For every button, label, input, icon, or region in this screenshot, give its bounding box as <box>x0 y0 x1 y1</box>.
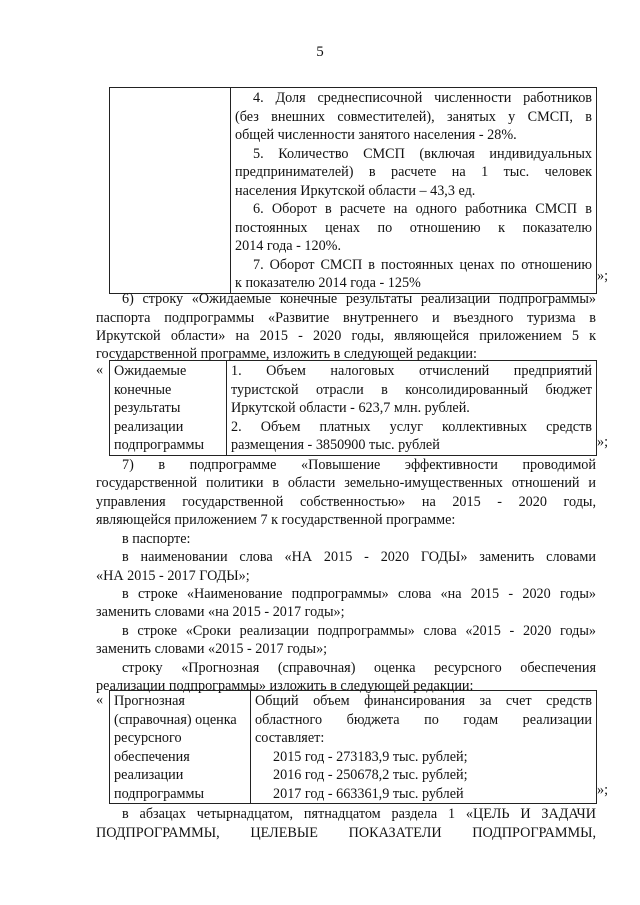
text-line: строку «Прогнозная (справочная) оценка ресурсного обеспечения <box>122 660 596 676</box>
text-line: паспорта подпрограммы «Развитие внутреннего и въездного туризма в <box>96 310 596 326</box>
text-line: в наименовании слова «НА 2015 - 2020 ГОДЫ» заменить словами <box>122 549 596 565</box>
resource-estimate-label-cell <box>110 691 251 804</box>
label-line: подпрограммы <box>114 437 204 453</box>
closing-quote: »; <box>597 782 609 798</box>
label-line: ресурсного <box>114 730 182 746</box>
text-line: заменить словами «2015 - 2017 годы»; <box>96 641 328 657</box>
text-line: ПОДПРОГРАММЫ, ЦЕЛЕВЫЕ ПОКАЗАТЕЛИ ПОДПРОГРАММЫ, <box>96 825 596 841</box>
page-number: 5 <box>316 44 324 60</box>
text-line: 2. Объем платных услуг коллективных средств <box>231 418 592 435</box>
text-line: 2015 год - 273183,9 тыс. рублей; <box>273 748 468 765</box>
text-line: размещения - 3850900 тыс. рублей <box>231 437 440 453</box>
text-line: к показателю 2014 года - 125% <box>235 275 421 291</box>
text-line: государственной программе, изложить в следующей редакции: <box>96 346 477 362</box>
resource-estimate-value-cell <box>251 691 597 804</box>
indicators-table <box>109 87 597 294</box>
text-line: 7. Оборот СМСП в постоянных ценах по отношению <box>253 256 592 273</box>
text-line: заменить словами «на 2015 - 2017 годы»; <box>96 604 345 620</box>
text-line: (без внешних совместителей), занятых у СМСП, в <box>235 108 592 125</box>
text-line: областного бюджета по годам реализации <box>255 711 592 728</box>
label-line: реализации <box>114 767 184 783</box>
text-line: предпринимателей) в расчете на 1 тыс. человек <box>235 164 592 180</box>
text-line: в паспорте: <box>122 531 191 547</box>
resource-estimate-table <box>109 690 597 804</box>
label-line: обеспечения <box>114 748 190 765</box>
opening-quote: « <box>96 692 104 708</box>
text-line: 5. Количество СМСП (включая индивидуальных <box>253 145 592 162</box>
text-line: в строке «Наименование подпрограммы» слова «на 2015 - 2020 годы» <box>122 586 596 602</box>
text-line: постоянных ценах по отношению к показателю <box>235 219 592 236</box>
label-line: результаты <box>114 400 181 416</box>
label-line: реализации <box>114 418 184 435</box>
closing-quote: »; <box>597 434 609 450</box>
label-line: (справочная) оценка <box>114 711 237 728</box>
text-line: общей численности занятого населения - 28%. <box>235 127 517 143</box>
text-line: управления государственной собственностью» на 2015 - 2020 годы, <box>96 494 596 510</box>
indicators-table-empty-cell <box>110 88 231 294</box>
expected-results-value-cell <box>227 361 597 456</box>
text-line: населения Иркутской области – 43,3 ед. <box>235 182 476 199</box>
text-line: Иркутской области - 623,7 млн. рублей. <box>231 400 470 416</box>
text-line: Иркутской области» на 2015 - 2020 годы, являющейся приложением 5 к <box>96 328 596 344</box>
label-line: Ожидаемые <box>114 363 187 379</box>
expected-results-table <box>109 360 597 456</box>
label-line: конечные <box>114 381 172 398</box>
text-line: 2017 год - 663361,9 тыс. рублей <box>273 785 464 802</box>
text-line: составляет: <box>255 730 325 746</box>
closing-quote: »; <box>597 268 609 284</box>
label-line: Прогнозная <box>114 693 185 709</box>
text-line: 4. Доля среднесписочной численности работников <box>253 90 592 106</box>
text-line: Общий объем финансирования за счет средств <box>255 693 592 709</box>
indicators-table-text-cell <box>231 88 597 294</box>
expected-results-label-cell <box>110 361 227 456</box>
text-line: туристской отрасли в консолидированный бюджет <box>231 381 592 398</box>
label-line: подпрограммы <box>114 785 204 802</box>
text-line: 7) в подпрограмме «Повышение эффективности проводимой <box>122 457 596 473</box>
opening-quote: « <box>96 362 104 378</box>
text-line: 6) строку «Ожидаемые конечные результаты реализации подпрограммы» <box>122 291 596 307</box>
text-line: 1. Объем налоговых отчислений предприятий <box>231 363 592 379</box>
text-line: являющейся приложением 7 к государственной программе: <box>96 512 456 528</box>
text-line: государственной политики в области земельно-имущественных отношений и <box>96 475 596 491</box>
text-line: «НА 2015 - 2017 ГОДЫ»; <box>96 568 250 584</box>
text-line: в абзацах четырнадцатом, пятнадцатом раздела 1 «ЦЕЛЬ И ЗАДАЧИ <box>122 806 596 822</box>
text-line: в строке «Сроки реализации подпрограммы» слова «2015 - 2020 годы» <box>122 623 596 639</box>
text-line: 6. Оборот в расчете на одного работника СМСП в <box>253 201 592 217</box>
text-line: 2014 года - 120%. <box>235 238 342 254</box>
text-line: 2016 год - 250678,2 тыс. рублей; <box>273 767 468 783</box>
text-line: реализации подпрограммы» изложить в следующей редакции: <box>96 678 474 694</box>
